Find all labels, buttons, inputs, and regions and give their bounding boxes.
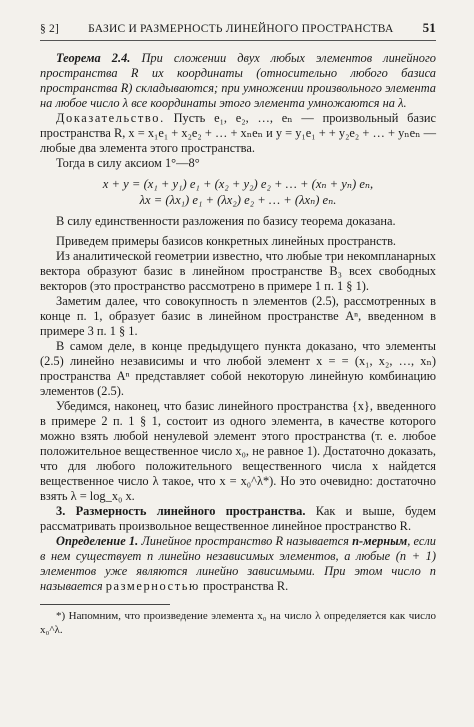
definition-text-end: пространства R.	[202, 579, 289, 593]
footnote-divider	[40, 604, 170, 605]
running-header	[40, 20, 436, 41]
an-space-paragraph: Заметим далее, что совокупность n элементов (2.5), рассмотренных в конце п. 1, образует базис в линейном пространстве Aⁿ, введенном в примере 3 п. 1 § 1.	[40, 294, 436, 338]
geometry-paragraph: Из аналитической геометрии известно, что любые три некомпланарных вектора образуют базис в линейном пространстве B₃ всех свободных векторов (это пространство рассмотрено в примере 1 п. 1 § 1).	[40, 249, 436, 293]
definition-text-middle: , если в нем существует n линейно независимых элементов, а любые (n + 1) элементов уже являются линейно зависимыми. При этом число n называется	[40, 534, 436, 593]
formula-sum: x + y = (x₁ + y₁) e₁ + (x₂ + y₂) e₂ + … + (xₙ + yₙ) eₙ,	[102, 177, 374, 191]
section-marker: § 2]	[40, 23, 60, 35]
uniqueness-paragraph: В силу единственности разложения по базису теорема доказана.	[56, 214, 396, 228]
theorem-paragraph	[40, 51, 436, 111]
definition-text-start: Линейное пространство R называется	[141, 534, 349, 548]
proof-label: Доказательство.	[56, 111, 165, 125]
proof-then: Тогда в силу аксиом 1°—8°	[56, 156, 200, 170]
theorem-label: Теорема 2.4.	[56, 51, 131, 65]
theorem-text: При сложении двух любых элементов линейного пространства R их координаты (относительно любого базиса пространства R) складываются; при умножении произвольного элемента на любое число λ все координаты этого элемента умножаются на λ.	[40, 51, 436, 110]
proof-an-paragraph: В самом деле, в конце предыдущего пункта доказано, что элементы (2.5) линейно независимы и что любой элемент x = = (x₁, x₂, …, xₙ) пространства Aⁿ представляет собой некоторую линейную комбинацию элементов (2.5).	[40, 339, 436, 398]
definition-term-n-dim: n-мерным	[352, 534, 408, 548]
subsection-paragraph	[40, 504, 436, 534]
proof-paragraph	[40, 111, 436, 156]
definition-label: Определение 1.	[56, 534, 139, 548]
positive-reals-paragraph: Убедимся, наконец, что базис линейного пространства {x}, введенного в примере 2 п. 1 § 1, состоит из одного элемента, в качестве которого можно взять любой ненулевой элемент этого пространства (т. е. любое положительное вещественное число x₀, не равное 1). Достаточно доказать, что для любого положительного вещественного числа x найдется вещественное число λ такое, что x = x₀^λ*). Но это очевидно: достаточно взять λ = log_x₀ x.	[40, 399, 436, 503]
chapter-title: БАЗИС И РАЗМЕРНОСТЬ ЛИНЕЙНОГО ПРОСТРАНСТВА	[88, 23, 394, 35]
coordinate-formula	[40, 176, 436, 208]
subsection-heading: 3. Размерность линейного пространства.	[56, 504, 306, 518]
subsection-text: Как и выше, будем рассматривать произвольное вещественное линейное пространство R.	[40, 504, 436, 533]
page-number: 51	[422, 20, 436, 35]
definition-term-dimension: размерностью	[105, 579, 200, 593]
proof-text: Пусть e₁, e₂, …, eₙ — произвольный базис пространства R, x = x₁e₁ + x₂e₂ + … + xₙeₙ и y = y₁e₁ + + y₂e₂ + … + yₙeₙ — любые два элемента этого пространства.	[40, 111, 436, 155]
footnote: *) Напомним, что произведение элемента x₀ на число λ определяется как число x₀^λ.	[40, 610, 436, 636]
formula-scalar: λx = (λx₁) e₁ + (λx₂) e₂ + … + (λxₙ) eₙ.	[139, 193, 337, 207]
examples-intro-paragraph: Приведем примеры базисов конкретных линейных пространств.	[56, 234, 397, 248]
definition-paragraph	[40, 534, 436, 594]
